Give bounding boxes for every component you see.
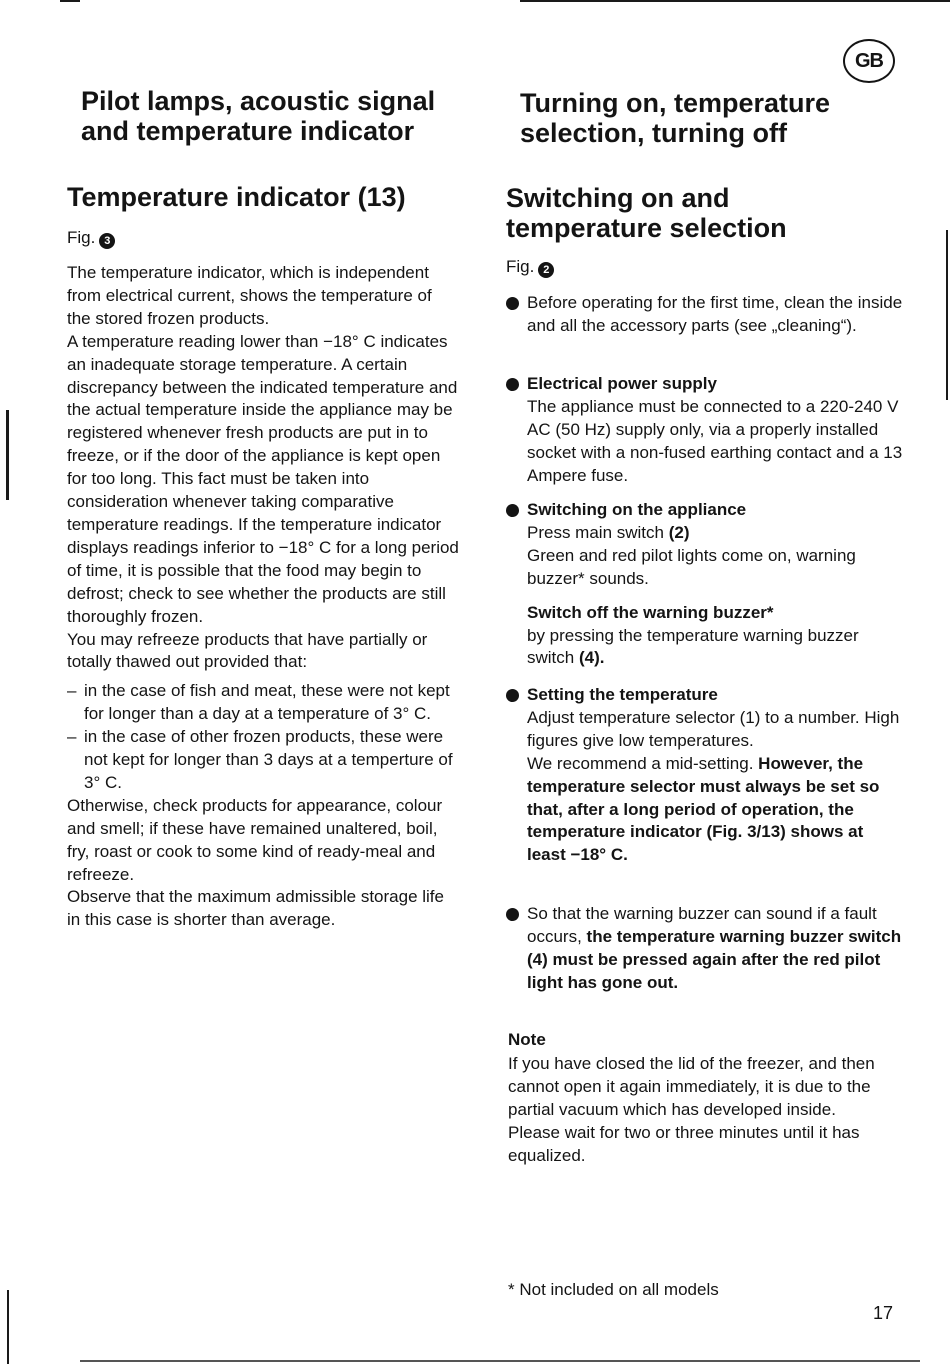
paragraph: You may refreeze products that have partially or totally thawed out provided that: (67, 629, 428, 672)
bullet-title: Switching on the appliance (527, 500, 747, 519)
bullet-item (506, 373, 903, 488)
right-column (506, 0, 903, 1364)
list-item: – in the case of fish and meat, these were not kept for longer than a day at a temperature of 3° C. (67, 680, 459, 726)
footnote: * Not included on all models (508, 1280, 719, 1299)
condition-list (67, 680, 459, 795)
figure-number-icon: 3 (99, 233, 115, 249)
bullet-text: Press main switch (2) (527, 522, 690, 542)
note-title: Note (508, 1030, 546, 1049)
bullet-item: Before operating for the first time, clean the inside and all the accessory parts (see „cleaning“). (506, 292, 903, 338)
paragraph: The temperature indicator, which is independent from electrical current, shows the temperature of the stored frozen products. (67, 263, 432, 328)
bullet-subtitle: Switch off the warning buzzer* (527, 602, 774, 622)
bullet-icon (506, 689, 519, 702)
figure-number-icon: 2 (538, 262, 554, 278)
paragraph: A temperature reading lower than −18° C indicates an inadequate storage temperature. A certain discrepancy between the indicated temperature and the actual temperature inside the appliance may be registered whenever fresh products are put in to freeze, or if the door of the appliance is kept open for too long. This fact must be taken into consideration whenever taking comparative temperature readings. If the temperature indicator displays readings inferior to −18° C for a long period of time, it is possible that the food may begin to defrost; check to see whether the products are still thoroughly frozen. (67, 331, 459, 626)
bullet-title: Setting the temperature (527, 685, 718, 704)
bullet-item (506, 684, 903, 867)
bullet-item: So that the warning buzzer can sound if a fault occurs, the temperature warning buzzer switch (4) must be pressed again after the red pilot light has gone out. (506, 903, 903, 995)
bullet-text: The appliance must be connected to a 220-240 V AC (50 Hz) supply only, via a properly installed socket with a non-fused earthing contact and a 13 Ampere fuse. (527, 396, 903, 485)
scan-edge-line (946, 230, 948, 400)
figure-reference: Fig. 2 (506, 256, 554, 278)
bullet-icon (506, 297, 519, 310)
left-column (67, 0, 459, 1364)
scan-edge-line (7, 1290, 9, 1364)
paragraph: Observe that the maximum admissible storage life in this case is shorter than average. (67, 887, 444, 930)
figure-reference: Fig. 3 (67, 227, 115, 249)
note-text: If you have closed the lid of the freezer, and then cannot open it again immediately, it is due to the partial vacuum which has developed inside. Please wait for two or three minutes until it has equalized. (508, 1054, 875, 1165)
scan-edge-line (6, 410, 9, 500)
bullet-text: Adjust temperature selector (1) to a number. High figures give low temperatures. (527, 707, 900, 750)
bullet-text: We recommend a mid-setting. However, the temperature selector must always be set so that, after a long period of operation, the temperature indicator (Fig. 3/13) shows at least −18° C. (527, 753, 880, 865)
bullet-icon (506, 504, 519, 517)
list-item: – in the case of other frozen products, these were not kept for longer than 3 days at a temperture of 3° C. (67, 726, 459, 795)
subsection-title: Temperature indicator (13) (67, 182, 406, 212)
bullet-title: Electrical power supply (527, 374, 717, 393)
bullet-icon (506, 378, 519, 391)
bullet-item (506, 499, 903, 670)
section-title: Pilot lamps, acoustic signal and temperature indicator (81, 86, 436, 146)
bullet-icon (506, 908, 519, 921)
section-title: Turning on, temperature selection, turning off (520, 88, 831, 148)
subsection-title: Switching on and temperature selection (506, 183, 787, 243)
paragraph: Otherwise, check products for appearance, colour and smell; if these have remained unaltered, boil, fry, roast or cook to some kind of ready-meal and refreeze. (67, 795, 443, 884)
bullet-text: Green and red pilot lights come on, warning buzzer* sounds. (527, 545, 856, 588)
body-text (67, 262, 459, 932)
page-number: 17 (873, 1303, 894, 1323)
language-badge: GB (843, 39, 895, 83)
bullet-text: by pressing the temperature warning buzzer switch (4). (527, 625, 859, 668)
